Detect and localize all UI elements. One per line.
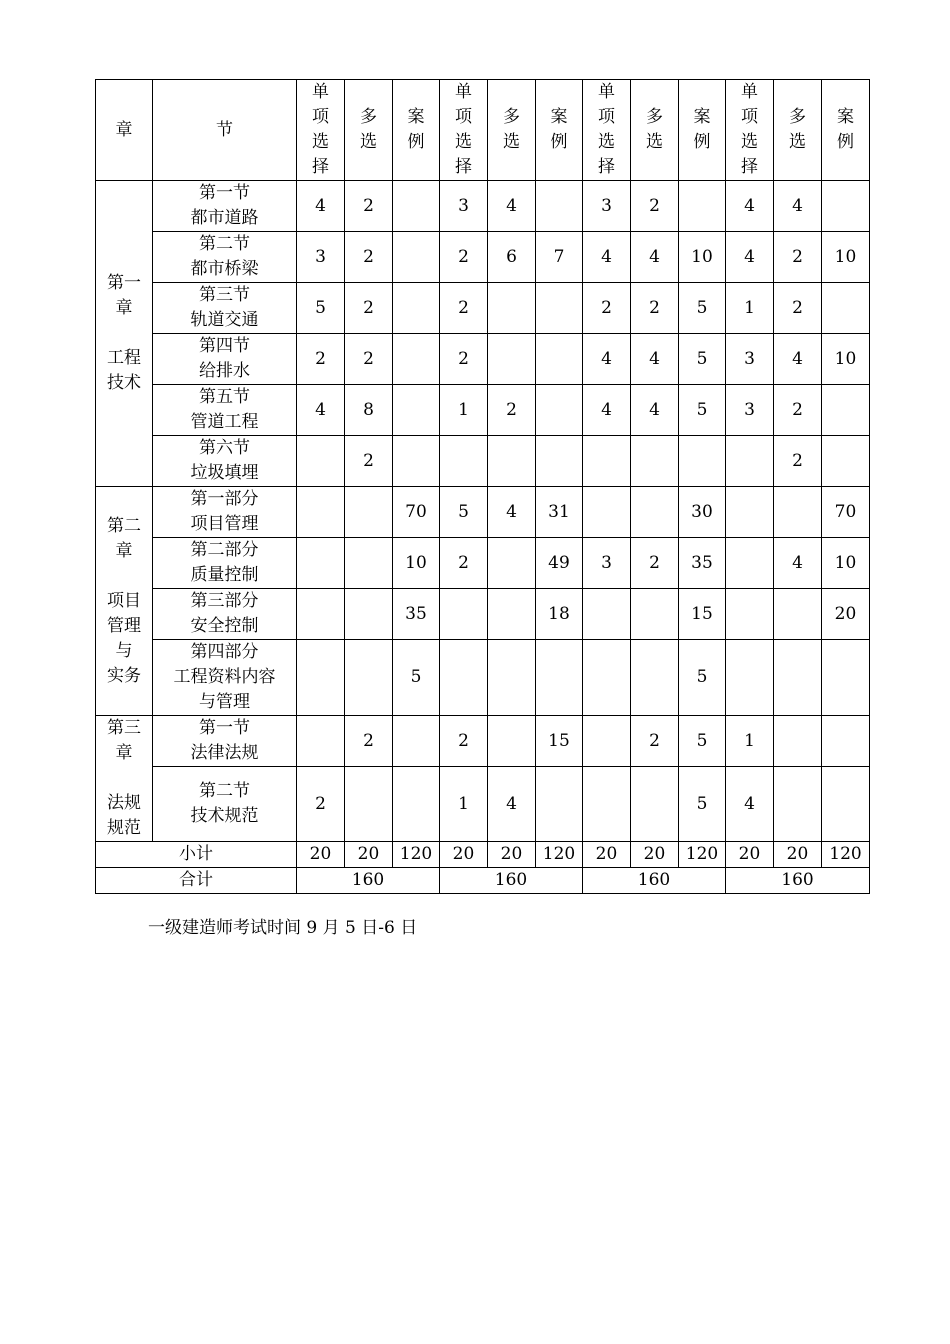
score-cell [297, 538, 345, 589]
score-cell: 3 [726, 334, 774, 385]
score-cell: 4 [631, 232, 679, 283]
section-label: 第五节 管道工程 [153, 385, 297, 436]
score-cell: 2 [774, 283, 822, 334]
score-cell [822, 385, 870, 436]
exam-distribution-table [95, 79, 870, 894]
score-cell [536, 640, 583, 716]
header-col: 案 例 [679, 80, 726, 181]
header-col: 案 例 [393, 80, 440, 181]
score-cell: 5 [297, 283, 345, 334]
chapter-label: 第一 章 工程 技术 [96, 181, 153, 487]
score-cell: 1 [726, 716, 774, 767]
chapter-label: 第三 章 法规 规范 [96, 716, 153, 842]
score-cell [679, 181, 726, 232]
score-cell: 5 [440, 487, 488, 538]
table-row [96, 716, 870, 767]
score-cell [726, 538, 774, 589]
score-cell [631, 767, 679, 842]
score-cell [726, 487, 774, 538]
score-cell [297, 487, 345, 538]
score-cell: 4 [488, 181, 536, 232]
score-cell: 5 [679, 716, 726, 767]
score-cell: 10 [822, 232, 870, 283]
score-cell: 15 [679, 589, 726, 640]
table-row [96, 538, 870, 589]
score-cell: 2 [345, 232, 393, 283]
score-cell: 10 [822, 334, 870, 385]
score-cell: 5 [679, 640, 726, 716]
score-cell [488, 334, 536, 385]
total-cell: 160 [726, 868, 870, 894]
header-col: 多 选 [488, 80, 536, 181]
score-cell: 2 [345, 716, 393, 767]
score-cell [393, 716, 440, 767]
score-cell [774, 589, 822, 640]
section-label: 第四节 给排水 [153, 334, 297, 385]
score-cell: 3 [726, 385, 774, 436]
subtotal-label: 小计 [96, 842, 297, 868]
header-col: 案 例 [822, 80, 870, 181]
score-cell [583, 767, 631, 842]
score-cell [774, 767, 822, 842]
score-cell [822, 716, 870, 767]
score-cell [726, 589, 774, 640]
header-col: 多 选 [345, 80, 393, 181]
score-cell: 3 [297, 232, 345, 283]
total-cell: 160 [440, 868, 583, 894]
score-cell [631, 640, 679, 716]
score-cell [393, 436, 440, 487]
subtotal-cell: 20 [726, 842, 774, 868]
section-label: 第一节 法律法规 [153, 716, 297, 767]
section-label: 第二部分 质量控制 [153, 538, 297, 589]
score-cell: 1 [726, 283, 774, 334]
subtotal-cell: 20 [774, 842, 822, 868]
table-row [96, 487, 870, 538]
score-cell: 4 [631, 334, 679, 385]
score-cell: 35 [679, 538, 726, 589]
subtotal-cell: 20 [631, 842, 679, 868]
section-label: 第一节 都市道路 [153, 181, 297, 232]
score-cell: 5 [679, 283, 726, 334]
score-cell: 70 [822, 487, 870, 538]
score-cell [536, 436, 583, 487]
score-cell [488, 283, 536, 334]
score-cell: 4 [583, 385, 631, 436]
score-cell: 4 [631, 385, 679, 436]
score-cell [726, 640, 774, 716]
score-cell: 2 [631, 716, 679, 767]
score-cell: 4 [583, 232, 631, 283]
score-cell: 2 [631, 181, 679, 232]
score-cell: 8 [345, 385, 393, 436]
table-row [96, 232, 870, 283]
header-col: 单 项 选 择 [583, 80, 631, 181]
exam-date-note: 一级建造师考试时间 9 月 5 日-6 日 [148, 918, 418, 938]
header-col: 单 项 选 择 [726, 80, 774, 181]
subtotal-cell: 20 [345, 842, 393, 868]
score-cell [488, 436, 536, 487]
section-label: 第六节 垃圾填埋 [153, 436, 297, 487]
table-row [96, 385, 870, 436]
table-row [96, 283, 870, 334]
score-cell [822, 436, 870, 487]
total-label: 合计 [96, 868, 297, 894]
score-cell [393, 232, 440, 283]
score-cell [822, 283, 870, 334]
score-cell: 2 [345, 436, 393, 487]
subtotal-cell: 20 [488, 842, 536, 868]
score-cell [345, 487, 393, 538]
score-cell [631, 589, 679, 640]
score-cell: 31 [536, 487, 583, 538]
score-cell [345, 589, 393, 640]
score-cell: 5 [679, 767, 726, 842]
score-cell: 10 [393, 538, 440, 589]
score-cell [774, 716, 822, 767]
score-cell: 15 [536, 716, 583, 767]
score-cell: 4 [726, 181, 774, 232]
subtotal-cell: 120 [822, 842, 870, 868]
score-cell: 2 [345, 283, 393, 334]
score-cell [393, 181, 440, 232]
score-cell: 2 [440, 538, 488, 589]
score-cell [822, 181, 870, 232]
table-row [96, 334, 870, 385]
score-cell [440, 436, 488, 487]
score-cell [488, 716, 536, 767]
header-section: 节 [153, 80, 297, 181]
score-cell [297, 716, 345, 767]
section-label: 第一部分 项目管理 [153, 487, 297, 538]
score-cell: 4 [583, 334, 631, 385]
score-cell: 2 [774, 385, 822, 436]
score-cell [583, 436, 631, 487]
score-cell [774, 640, 822, 716]
score-cell: 35 [393, 589, 440, 640]
score-cell: 2 [440, 232, 488, 283]
section-label: 第三部分 安全控制 [153, 589, 297, 640]
score-cell [488, 640, 536, 716]
chapter-label: 第二 章 项目 管理 与 实务 [96, 487, 153, 716]
score-cell: 2 [345, 181, 393, 232]
score-cell: 4 [774, 181, 822, 232]
score-cell [345, 767, 393, 842]
score-cell [583, 589, 631, 640]
table-row [96, 436, 870, 487]
score-cell: 2 [774, 232, 822, 283]
score-cell [440, 589, 488, 640]
score-cell: 2 [440, 283, 488, 334]
score-cell: 4 [488, 767, 536, 842]
score-cell: 5 [393, 640, 440, 716]
header-col: 案 例 [536, 80, 583, 181]
score-cell: 2 [440, 334, 488, 385]
score-cell: 6 [488, 232, 536, 283]
score-cell [583, 640, 631, 716]
score-cell [536, 283, 583, 334]
score-cell: 5 [679, 385, 726, 436]
score-cell: 1 [440, 385, 488, 436]
score-cell [631, 436, 679, 487]
table-row [96, 640, 870, 716]
score-cell [583, 487, 631, 538]
score-cell [345, 640, 393, 716]
score-cell: 2 [297, 767, 345, 842]
score-cell [393, 283, 440, 334]
score-cell: 4 [726, 232, 774, 283]
score-cell: 2 [631, 283, 679, 334]
score-cell: 3 [583, 538, 631, 589]
score-cell: 4 [297, 181, 345, 232]
score-cell [393, 385, 440, 436]
score-cell: 49 [536, 538, 583, 589]
subtotal-cell: 20 [297, 842, 345, 868]
header-col: 单 项 选 择 [297, 80, 345, 181]
score-cell: 5 [679, 334, 726, 385]
total-cell: 160 [583, 868, 726, 894]
score-cell: 2 [440, 716, 488, 767]
header-col: 多 选 [631, 80, 679, 181]
table-row [96, 589, 870, 640]
score-cell: 4 [774, 334, 822, 385]
score-cell: 3 [440, 181, 488, 232]
subtotal-cell: 20 [583, 842, 631, 868]
subtotal-cell: 20 [440, 842, 488, 868]
section-label: 第二节 技术规范 [153, 767, 297, 842]
score-cell: 1 [440, 767, 488, 842]
score-cell [536, 767, 583, 842]
score-cell [297, 436, 345, 487]
subtotal-cell: 120 [536, 842, 583, 868]
score-cell: 18 [536, 589, 583, 640]
score-cell: 4 [726, 767, 774, 842]
score-cell [726, 436, 774, 487]
subtotal-cell: 120 [679, 842, 726, 868]
score-cell [774, 487, 822, 538]
header-col: 单 项 选 择 [440, 80, 488, 181]
score-cell: 10 [679, 232, 726, 283]
score-cell [393, 767, 440, 842]
score-cell [536, 334, 583, 385]
score-cell [822, 640, 870, 716]
score-cell: 2 [631, 538, 679, 589]
header-col: 多 选 [774, 80, 822, 181]
score-cell: 2 [583, 283, 631, 334]
score-cell: 30 [679, 487, 726, 538]
section-label: 第二节 都市桥梁 [153, 232, 297, 283]
score-cell [488, 538, 536, 589]
score-cell [536, 385, 583, 436]
score-cell: 20 [822, 589, 870, 640]
score-cell: 2 [297, 334, 345, 385]
table-row [96, 767, 870, 842]
score-cell: 70 [393, 487, 440, 538]
score-cell [393, 334, 440, 385]
score-cell [488, 589, 536, 640]
score-cell [345, 538, 393, 589]
table-row [96, 181, 870, 232]
score-cell: 7 [536, 232, 583, 283]
score-cell: 2 [774, 436, 822, 487]
score-cell [440, 640, 488, 716]
score-cell [679, 436, 726, 487]
score-cell [583, 716, 631, 767]
score-cell: 2 [488, 385, 536, 436]
score-cell [297, 589, 345, 640]
score-cell: 4 [297, 385, 345, 436]
score-cell [536, 181, 583, 232]
score-cell: 4 [774, 538, 822, 589]
section-label: 第四部分 工程资料内容 与管理 [153, 640, 297, 716]
subtotal-cell: 120 [393, 842, 440, 868]
score-cell [297, 640, 345, 716]
score-cell: 4 [488, 487, 536, 538]
score-cell: 3 [583, 181, 631, 232]
score-cell: 2 [345, 334, 393, 385]
section-label: 第三节 轨道交通 [153, 283, 297, 334]
header-chapter: 章 [96, 80, 153, 181]
score-cell [822, 767, 870, 842]
score-cell: 10 [822, 538, 870, 589]
total-cell: 160 [297, 868, 440, 894]
score-cell [631, 487, 679, 538]
